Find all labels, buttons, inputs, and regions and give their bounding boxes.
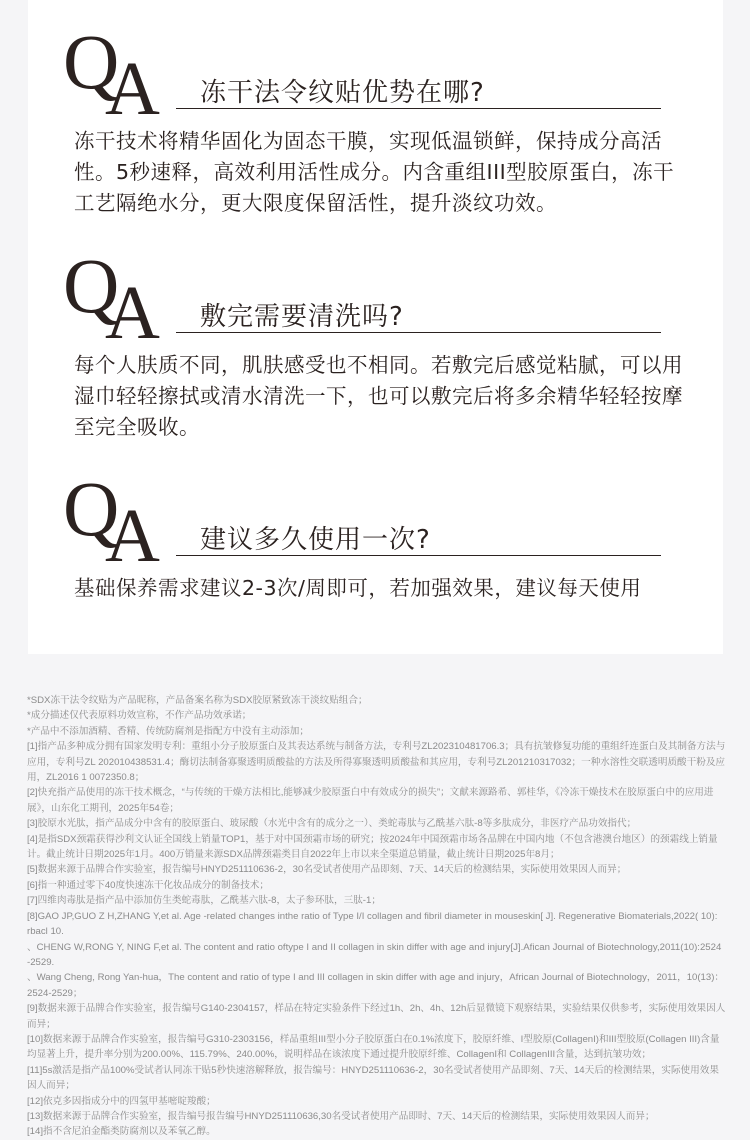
footnote: [12]依克多因指成分中的四氢甲基嘧啶羧酸； (27, 1095, 216, 1107)
qa-logo-icon (63, 473, 173, 563)
svg-text:A: A (105, 494, 160, 563)
footnote: [5]数据来源于品牌合作实验室，报告编号HNYD251110636-2，30名受试者使用产品即刻、7天、14天后的检测结果，实际使用效果因人而异； (27, 864, 627, 876)
footnote: [11]5s激活是指产品100%受试者认同冻干贴5秒快速溶解释放，报告编号：HNYD251110636-2，30名受试者使用产品即刻、7天、14天后的检测结果，实际使用效果因人而异； (27, 1064, 719, 1092)
faq-question: 敷完需要清洗吗? (200, 302, 404, 332)
faq-question: 建议多久使用一次? (200, 525, 431, 555)
footnote: 、Wang Cheng, Rong Yan-hua，The content and ratio of type I and III collagen in skin differ with age and injury，African Journal of Biotechnology，2011，10(13)：2524-2529； (27, 972, 725, 999)
footnote: [10]数据来源于品牌合作实验室，报告编号G310-2303156，样品重组III型小分子胶原蛋白在0.1%浓度下，胶原纤维、I型胶原(CollagenI)和III型胶原(Collagen III)含量均显著上升，提升率分别为200.00%、115.79%、240.00%，说明样品在该浓度下通过提升胶原纤维、CollagenI和 CollagenIII含量，达到抗皱功效； (27, 1033, 720, 1061)
qa-logo-icon (63, 250, 173, 340)
footnote: [6]指一种通过零下40度快速冻干化妆品成分的制备技术； (27, 879, 269, 891)
qa-logo-icon (63, 26, 173, 116)
footnote: 、CHENG W,RONG Y, NING F,et al. The content and ratio oftype I and II collagen in skin differ with age and injury[J].Afican Journal of Biotechnology,2011(10):2524 -2529. (27, 941, 722, 968)
svg-text:Q: Q (63, 473, 120, 552)
question-underline (176, 108, 661, 109)
faq-question: 冻干法令纹贴优势在哪? (200, 78, 485, 108)
svg-text:A: A (105, 47, 160, 116)
footnote: [7]四维肉毒肽是指产品中添加仿生类蛇毒肽，乙酰基六肽-8，太子参环肽，三肽-1； (27, 895, 381, 907)
footnote: *产品中不添加酒精、香精、传统防腐剂是指配方中没有主动添加； (27, 725, 309, 737)
svg-text:Q: Q (63, 26, 120, 105)
footnote: [1]指产品多种成分拥有国家发明专利：重组小分子胶原蛋白及其表达系统与制备方法，专利号ZL202310481706.3；具有抗皱修复功能的重组纤连蛋白及其制备方法与应用，专利号ZL 202010438531.4；酶切法制备寡聚透明质酸盐的方法及所得寡聚透明质酸盐和其应用，专利号ZL201210317032；一种水溶性交联透明质酸干粉及应用，ZL2016 1 0072350.8； (27, 741, 726, 784)
footnote: [14]指不含尼泊金酯类防腐剂以及苯氧乙醇。 (27, 1126, 216, 1138)
svg-text:Q: Q (63, 250, 120, 329)
svg-text:A: A (105, 271, 160, 340)
faq-item-2 (28, 250, 723, 440)
faq-item-3 (28, 473, 723, 613)
faq-answer: 每个人肤质不同，肌肤感受也不相同。若敷完后感觉粘腻，可以用湿巾轻轻擦拭或清水清洗一下，也可以敷完后将多余精华轻轻按摩至完全吸收。 (74, 353, 683, 439)
disclaimer-footnotes (27, 693, 727, 1140)
footnote: [3]胶原水光肽，指产品成分中含有的胶原蛋白、玻尿酸（水光中含有的成分之一）、类蛇毒肽与乙酰基六肽-8等多肽成分，非医疗产品功效指代； (27, 818, 637, 830)
footnote: [2]快充指产品使用的冻干技术概念，“与传统的干燥方法相比,能够减少胶原蛋白中有效成分的损失”；文献来源路希、郭桂华，《冷冻干燥技术在胶原蛋白中的应用进展》，山东化工期刊，2025年54卷； (27, 787, 714, 814)
question-underline (176, 332, 661, 333)
footnote: *SDX冻干法令纹贴为产品昵称，产品备案名称为SDX胶原紧致冻干淡纹贴组合； (27, 695, 368, 706)
question-underline (176, 555, 661, 556)
footnote: [8]GAO JP,GUO Z H,ZHANG Y,et al. Age -related changes inthe ratio of Type I/I collagen and fibril diameter in mouseskin[ J]. Regenerative Biomaterials,2022( 10): rbacl 10. (27, 910, 718, 938)
faq-answer: 基础保养需求建议2-3次/周即可，若加强效果，建议每天使用 (74, 576, 642, 600)
faq-answer: 冻干技术将精华固化为固态干膜，实现低温锁鲜，保持成分高活性。5秒速释，高效利用活性成分。内含重组III型胶原蛋白，冻干工艺隔绝水分，更大限度保留活性，提升淡纹功效。 (74, 129, 675, 215)
footnote: [13]数据来源于品牌合作实验室，报告编号报告编号HNYD251110636,30名受试者使用产品即时、7天、14天后的检测结果，实际使用效果因人而异； (27, 1110, 655, 1122)
faq-item-1 (28, 26, 723, 216)
footnote: [4]是指SDX颈霜获得沙利文认证全国线上销量TOP1，基于对中国颈霜市场的研究；按2024年中国颈霜市场各品牌在中国内地（不包含港澳台地区）的颈霜线上销量计。截止统计日期2025年1月。400万销量来源SDX品牌颈霜类目自2022年上市以来全渠道总销量，截止统计日期2025年8月； (27, 833, 718, 861)
footnote: [9]数据来源于品牌合作实验室，报告编号G140-2304157，样品在特定实验条件下经过1h、2h、4h、12h后显微镜下观察结果，实验结果仅供参考，实际使用效果因人而异； (27, 1003, 726, 1030)
faq-card (28, 0, 723, 654)
footnote: *成分描述仅代表原料功效宣称，不作产品功效承诺； (27, 710, 252, 722)
